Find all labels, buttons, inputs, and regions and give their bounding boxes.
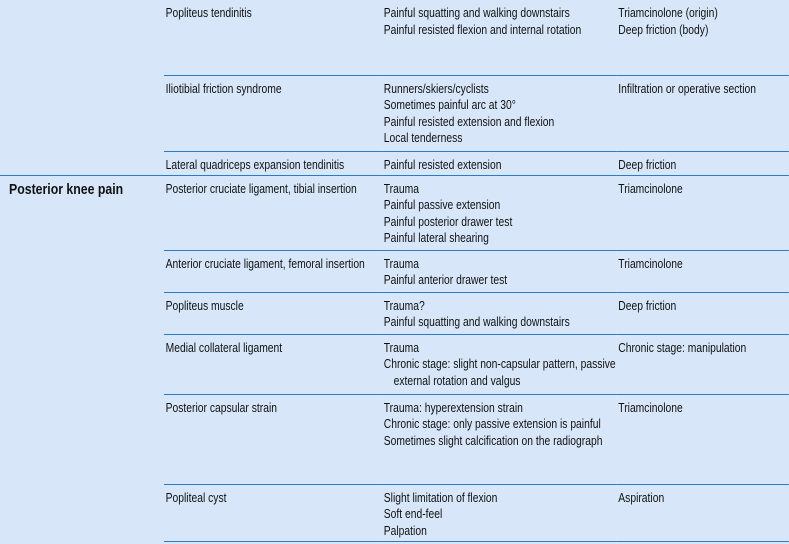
findings-cell-line: Trauma bbox=[383, 340, 419, 355]
findings-cell bbox=[382, 292, 617, 334]
findings-cell-line: Slight limitation of flexion bbox=[383, 490, 498, 505]
condition-cell-line: Popliteal cyst bbox=[165, 490, 227, 505]
treatment-cell bbox=[617, 75, 789, 151]
findings-cell-line: Painful resisted extension bbox=[383, 157, 502, 172]
treatment-cell-line: Aspiration bbox=[618, 490, 665, 505]
treatment-cell bbox=[617, 334, 789, 394]
condition-cell-line: Medial collateral ligament bbox=[165, 340, 283, 355]
findings-cell-line: Painful resisted flexion and internal rotation bbox=[383, 22, 582, 37]
findings-cell-line: Painful squatting and walking downstairs bbox=[383, 6, 570, 20]
treatment-cell-line: Deep friction bbox=[618, 157, 677, 172]
condition-cell bbox=[164, 250, 382, 292]
findings-cell bbox=[382, 334, 617, 394]
findings-cell-line: Painful squatting and walking downstairs bbox=[383, 315, 570, 329]
condition-cell bbox=[164, 151, 382, 175]
treatment-cell bbox=[617, 151, 789, 175]
findings-cell-line: Painful anterior drawer test bbox=[383, 273, 508, 287]
treatment-cell bbox=[617, 0, 789, 75]
section-title bbox=[0, 0, 164, 175]
condition-cell bbox=[164, 292, 382, 334]
findings-cell-line: Chronic stage: only passive extension is painful bbox=[383, 417, 601, 431]
findings-cell bbox=[382, 484, 617, 541]
findings-cell-line: Trauma? bbox=[383, 298, 425, 313]
condition-cell-line: Anterior cruciate ligament, femoral insertion bbox=[165, 256, 365, 271]
findings-cell bbox=[382, 175, 617, 250]
condition-cell bbox=[164, 334, 382, 394]
treatment-cell-line: Triamcinolone bbox=[618, 256, 683, 271]
findings-cell bbox=[382, 75, 617, 151]
condition-cell-line: Popliteus tendinitis bbox=[165, 6, 252, 20]
treatment-cell-line: Deep friction (body) bbox=[618, 22, 709, 37]
treatment-cell-line: Deep friction bbox=[618, 298, 677, 313]
condition-cell-line: Lateral quadriceps expansion tendinitis bbox=[165, 157, 345, 172]
treatment-cell-line: Triamcinolone bbox=[618, 400, 683, 415]
findings-cell-line: Runners/skiers/cyclists bbox=[383, 81, 489, 96]
findings-cell-line: Trauma bbox=[383, 181, 419, 196]
condition-cell bbox=[164, 0, 382, 75]
findings-cell bbox=[382, 394, 617, 484]
condition-cell bbox=[164, 175, 382, 250]
condition-cell-line: Popliteus muscle bbox=[165, 298, 244, 313]
findings-cell-line: Painful lateral shearing bbox=[383, 231, 489, 245]
findings-cell-line: Painful posterior drawer test bbox=[383, 214, 513, 229]
condition-cell-line: Posterior capsular strain bbox=[165, 400, 277, 415]
findings-cell-line: Sometimes slight calcification on the radiograph bbox=[383, 433, 603, 448]
treatment-cell-line: Triamcinolone bbox=[618, 181, 683, 196]
findings-cell bbox=[382, 250, 617, 292]
findings-cell bbox=[382, 0, 617, 75]
findings-cell-line: Sometimes painful arc at 30° bbox=[383, 98, 516, 112]
findings-cell-line: Painful passive extension bbox=[383, 198, 501, 212]
treatment-cell bbox=[617, 250, 789, 292]
treatment-cell bbox=[617, 292, 789, 334]
findings-cell-line: Chronic stage: slight non-capsular pattern, passive external rotation and valgus bbox=[383, 357, 616, 388]
findings-cell-line: Palpation bbox=[383, 523, 427, 538]
section-title: Posterior knee pain bbox=[0, 175, 164, 541]
condition-cell bbox=[164, 75, 382, 151]
condition-cell bbox=[164, 484, 382, 541]
treatment-cell-line: Triamcinolone (origin) bbox=[618, 6, 718, 20]
findings-cell bbox=[382, 151, 617, 175]
treatment-cell bbox=[617, 484, 789, 541]
table-row bbox=[0, 175, 789, 250]
findings-cell-line: Trauma bbox=[383, 256, 419, 271]
condition-cell-line: Posterior cruciate ligament, tibial insertion bbox=[165, 181, 357, 196]
findings-cell-line: Trauma: hyperextension strain bbox=[383, 400, 523, 415]
treatment-cell bbox=[617, 175, 789, 250]
treatment-cell bbox=[617, 394, 789, 484]
condition-cell bbox=[164, 394, 382, 484]
findings-cell-line: Local tenderness bbox=[383, 131, 463, 145]
condition-cell-line: Iliotibial friction syndrome bbox=[165, 81, 282, 96]
findings-cell-line: Painful resisted extension and flexion bbox=[383, 114, 555, 129]
treatment-cell-line: Infiltration or operative section bbox=[618, 81, 757, 96]
table-row bbox=[0, 0, 789, 75]
findings-cell-line: Soft end-feel bbox=[383, 507, 443, 521]
treatment-cell-line: Chronic stage: manipulation bbox=[618, 340, 747, 355]
